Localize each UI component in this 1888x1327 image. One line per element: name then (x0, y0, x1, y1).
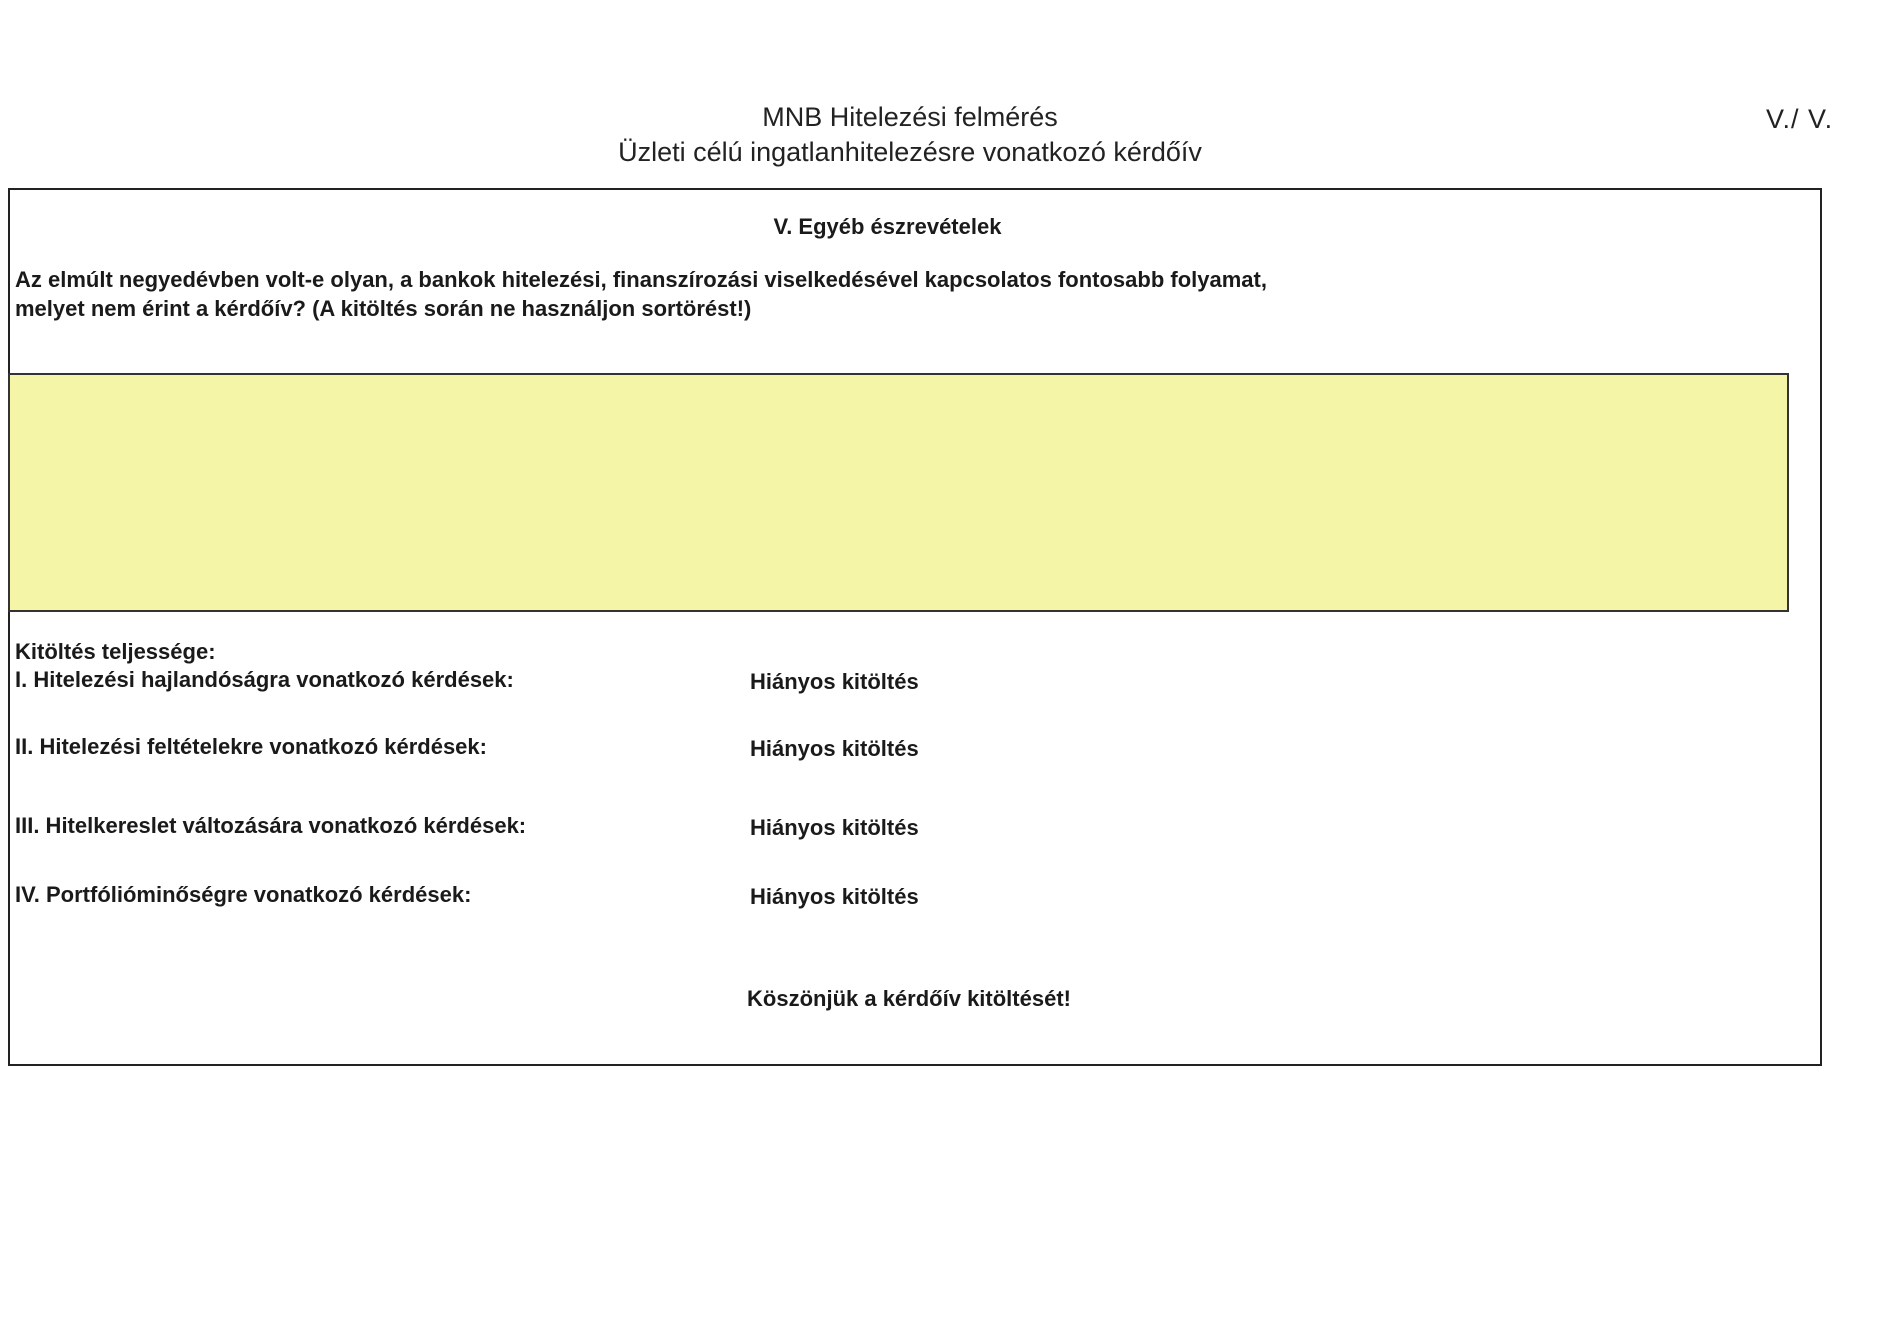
question-line-1: Az elmúlt negyedévben volt-e olyan, a bankok hitelezési, finanszírozási viselkedésével kapcsolatos fontosabb folyamat, (15, 267, 1267, 292)
survey-title: MNB Hitelezési felmérés (762, 102, 1058, 132)
status-value: Hiányos kitöltés (750, 815, 919, 840)
section-title: V. Egyéb észrevételek (773, 214, 1002, 239)
completeness-label: Kitöltés teljessége: (15, 639, 216, 664)
status-value: Hiányos kitöltés (750, 736, 919, 761)
status-row-label: I. Hitelezési hajlandóságra vonatkozó kérdések: (15, 667, 514, 692)
status-row-label: II. Hitelezési feltételekre vonatkozó kérdések: (15, 734, 487, 759)
page-header (0, 100, 1820, 170)
question-text (15, 265, 1267, 323)
survey-subtitle: Üzleti célú ingatlanhitelezésre vonatkozó kérdőív (618, 137, 1202, 167)
thank-you-message: Köszönjük a kérdőív kitöltését! (747, 986, 1071, 1011)
page-number: V./ V. (1766, 104, 1834, 134)
status-value: Hiányos kitöltés (750, 884, 919, 909)
comment-input-area[interactable] (8, 373, 1789, 612)
question-line-2: melyet nem érint a kérdőív? (A kitöltés során ne használjon sortörést!) (15, 296, 752, 321)
questionnaire-form (8, 188, 1822, 1066)
status-row-label: III. Hitelkereslet változására vonatkozó kérdések: (15, 813, 527, 838)
status-value: Hiányos kitöltés (750, 669, 919, 694)
status-row-label: IV. Portfólióminőségre vonatkozó kérdések: (15, 882, 472, 907)
